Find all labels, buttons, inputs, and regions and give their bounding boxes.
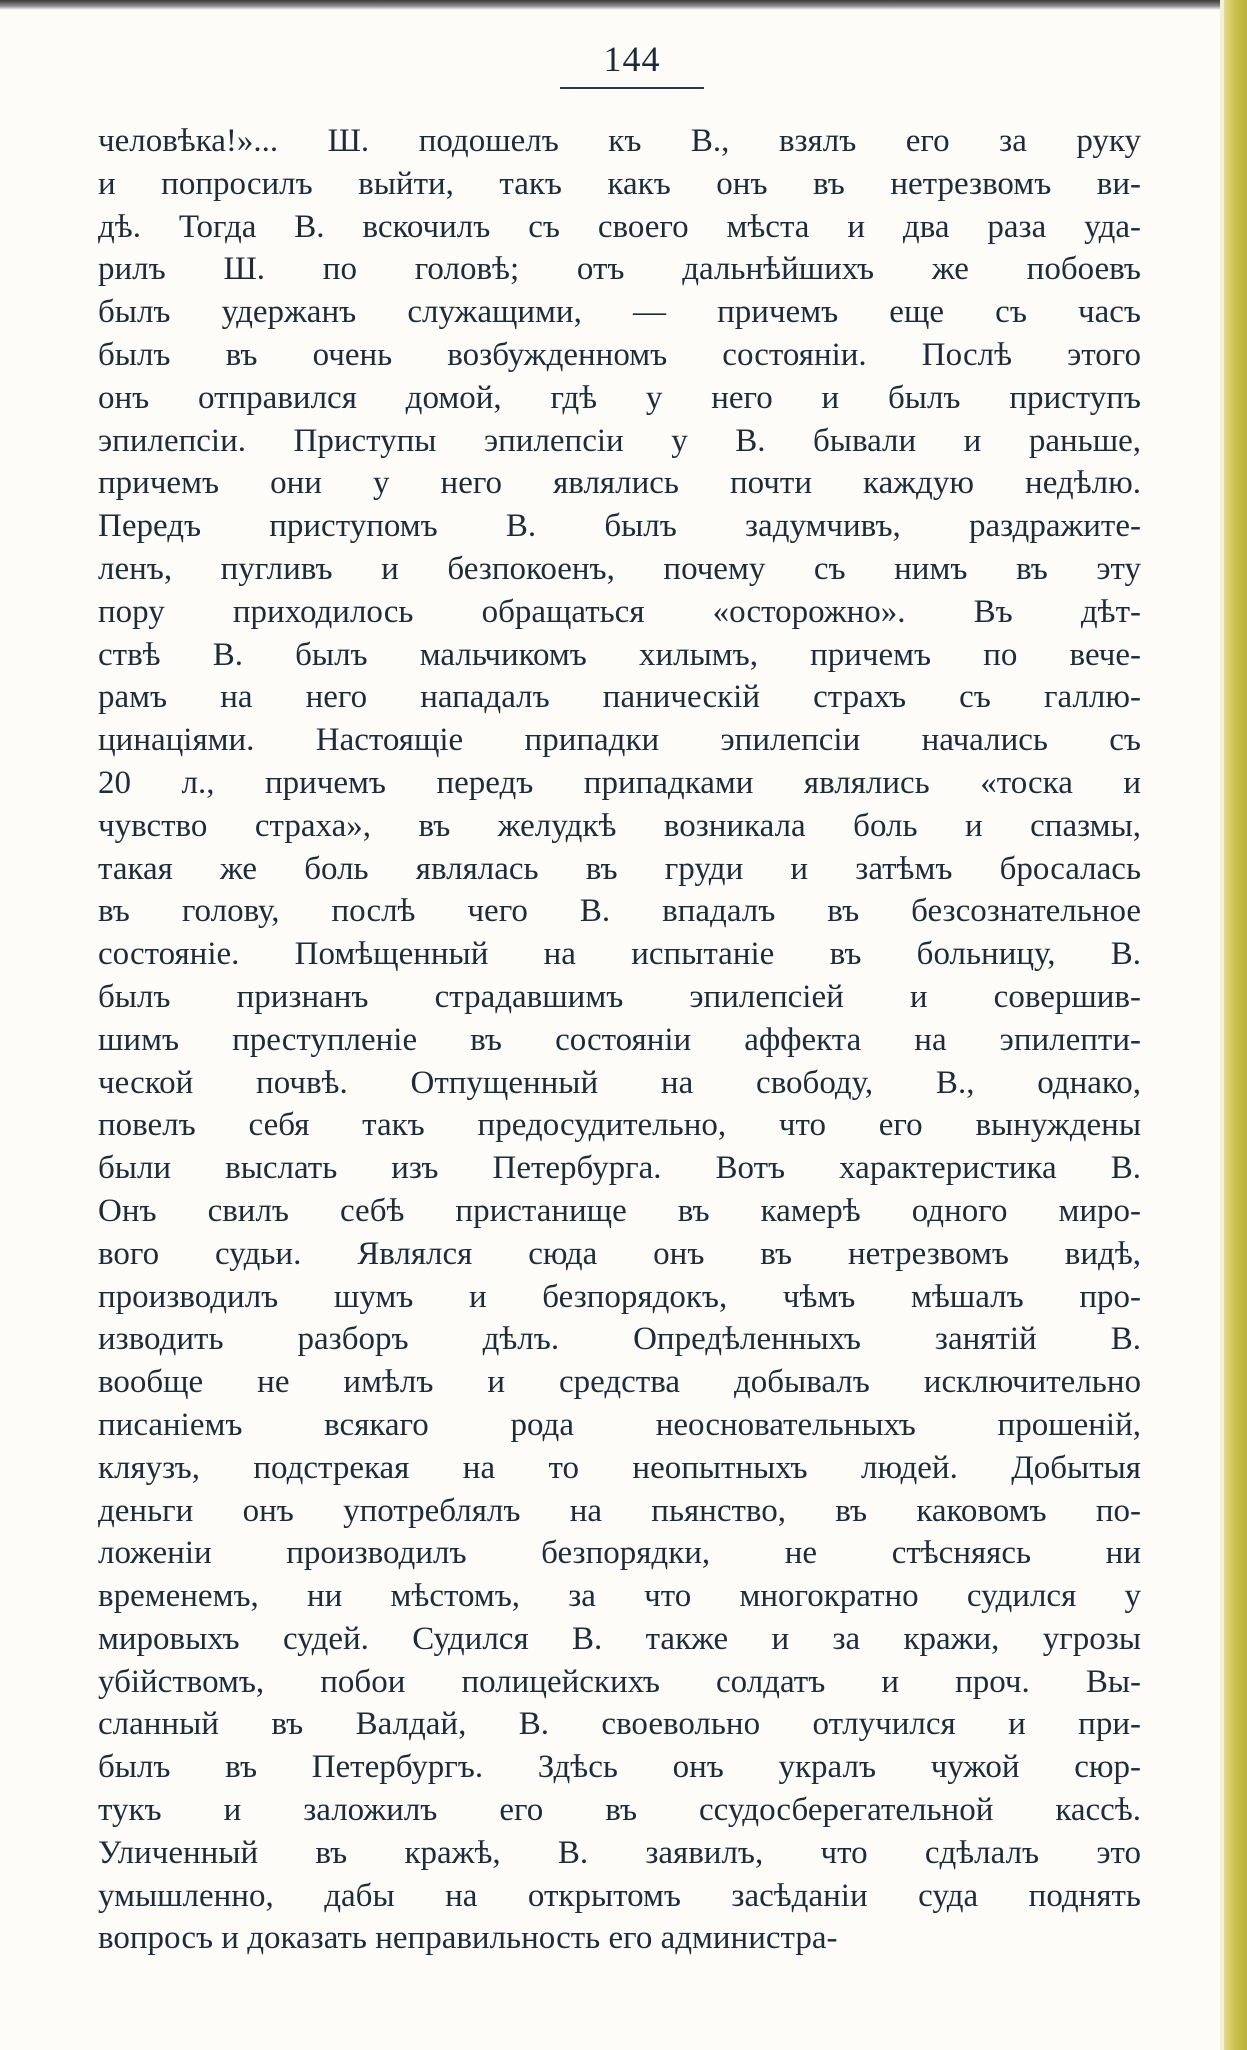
text-line: пору приходилось обращаться «осторожно». Въ дѣт- [98,593,1141,630]
text-line: и попросилъ выйти, такъ какъ онъ въ нетрезвомъ ви- [98,165,1141,202]
text-line: были выслать изъ Петербурга. Вотъ характеристика В. [98,1150,1141,1187]
scan-top-edge [0,0,1247,10]
text-line: вообще не имѣлъ и средства добывалъ исключительно [98,1364,1141,1401]
text-line: такая же боль являлась въ груди и затѣмъ бросалась [98,850,1141,887]
text-line: ленъ, пугливъ и безпокоенъ, почему съ нимъ въ эту [98,550,1141,587]
text-line: рамъ на него нападалъ паническій страхъ съ галлю- [98,679,1141,716]
body-text [98,120,1141,1960]
text-line: чувство страха», въ желудкѣ возникала боль и спазмы, [98,807,1141,844]
text-line: ствѣ В. былъ мальчикомъ хилымъ, причемъ по вече- [98,636,1141,673]
text-line: шимъ преступленіе въ состояніи аффекта на эпилепти- [98,1021,1141,1058]
text-line: кляузъ, подстрекая на то неопытныхъ людей. Добытыя [98,1449,1141,1486]
text-line: тукъ и заложилъ его въ ссудосберегательной кассѣ. [98,1792,1141,1829]
text-line: мировыхъ судей. Судился В. также и за кражи, угрозы [98,1620,1141,1657]
text-line: дѣ. Тогда В. вскочилъ съ своего мѣста и два раза уда- [98,208,1141,245]
text-line: сланный въ Валдай, В. своевольно отлучился и при- [98,1706,1141,1743]
book-page [0,10,1220,2050]
text-line: цинаціями. Настоящіе припадки эпилепсіи начались съ [98,722,1141,759]
page-number: 144 [603,39,661,79]
text-line: производилъ шумъ и безпорядокъ, чѣмъ мѣшалъ про- [98,1278,1141,1315]
text-line: былъ въ Петербургъ. Здѣсь онъ укралъ чужой сюр- [98,1749,1141,1786]
text-line: былъ въ очень возбужденномъ состояніи. Послѣ этого [98,336,1141,373]
text-line: Передъ приступомъ В. былъ задумчивъ, раздражите- [98,508,1141,545]
text-line: ложеніи производилъ безпорядки, не стѣсняясь ни [98,1535,1141,1572]
text-line: повелъ себя такъ предосудительно, что его вынуждены [98,1107,1141,1144]
text-line: въ голову, послѣ чего В. впадалъ въ безсознательное [98,893,1141,930]
text-line: онъ отправился домой, гдѣ у него и былъ приступъ [98,379,1141,416]
text-line: временемъ, ни мѣстомъ, за что многократно судился у [98,1578,1141,1615]
text-line: деньги онъ употреблялъ на пьянство, въ каковомъ по- [98,1492,1141,1529]
text-line: 20 л., причемъ передъ припадками являлись «тоска и [98,764,1141,801]
page-number-rule [560,87,704,89]
text-line: состояніе. Помѣщенный на испытаніе въ больницу, В. [98,936,1141,973]
text-line: былъ признанъ страдавшимъ эпилепсіей и совершив- [98,978,1141,1015]
text-line: изводить разборъ дѣлъ. Опредѣленныхъ занятій В. [98,1321,1141,1358]
text-line: Онъ свилъ себѣ пристанище въ камерѣ одного миро- [98,1192,1141,1229]
text-line: убійствомъ, побои полицейскихъ солдатъ и проч. Вы- [98,1663,1141,1700]
text-line: писаніемъ всякаго рода неосновательныхъ прошеній, [98,1406,1141,1443]
text-line: эпилепсіи. Приступы эпилепсіи у В. бывали и раньше, [98,422,1141,459]
text-line: причемъ они у него являлись почти каждую недѣлю. [98,465,1141,502]
text-line: умышленно, дабы на открытомъ засѣданіи суда поднять [98,1877,1141,1914]
text-line: Уличенный въ кражѣ, В. заявилъ, что сдѣлалъ это [98,1834,1141,1871]
text-line: вого судьи. Являлся сюда онъ въ нетрезвомъ видѣ, [98,1235,1141,1272]
text-line: рилъ Ш. по головѣ; отъ дальнѣйшихъ же побоевъ [98,251,1141,288]
text-line: былъ удержанъ служащими, — причемъ еще съ часъ [98,294,1141,331]
text-line: ческой почвѣ. Отпущенный на свободу, В., однако, [98,1064,1141,1101]
text-line: вопросъ и доказать неправильность его администра- [98,1920,838,1957]
book-edge [1220,0,1247,2050]
text-line: человѣка!»... Ш. подошелъ къ В., взялъ его за руку [98,123,1141,159]
